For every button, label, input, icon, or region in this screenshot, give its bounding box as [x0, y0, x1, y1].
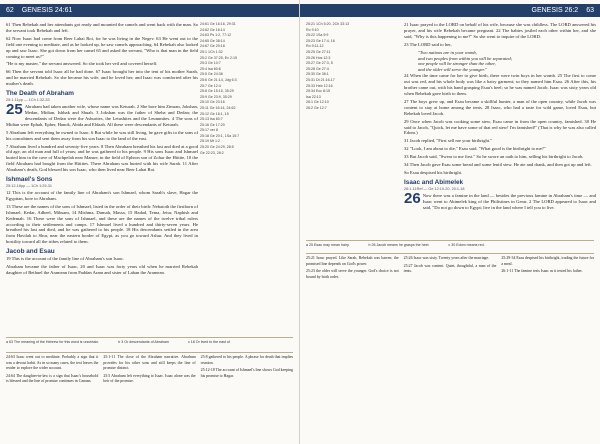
section-heading: The Death of Abraham: [6, 90, 74, 98]
footnote: a 63 The meaning of the Hebrew for this word is uncertain.: [6, 340, 100, 344]
cross-reference: 25:11 Ge 16:14, 24:62: [200, 105, 236, 110]
cross-reference: 25:26 Hos 12:3: [306, 55, 331, 60]
footnote: c 30 Edom means red.: [448, 243, 485, 247]
page-header: [300, 4, 600, 17]
cross-reference: 25:19 Mt 1:2: [200, 139, 220, 144]
verse-paragraph: 19 This is the account of the family line of Abraham's son Isaac.: [6, 256, 124, 262]
poetry-line: "Two nations are in your womb,: [418, 49, 477, 55]
cross-reference: 25:7 Ge 12:4: [200, 83, 221, 88]
cross-reference: Ge 22:23, 28:2: [200, 150, 224, 155]
notes-column: [103, 355, 195, 387]
study-note: 25:29-34 Esau despised his birthright, trading the future for a meal.: [501, 256, 595, 266]
cross-reference: 25:25 Ge 27:11: [306, 49, 331, 54]
cross-reference: 25:2 Ge 37:25, Ex 2:15: [200, 55, 237, 60]
parallel-reference: 26:1-11Ref — Ge 12:10-20, 20:1-18: [404, 186, 465, 191]
cross-reference: Ro 9:10: [306, 27, 319, 32]
cross-reference: 24:62 Ge 16:14: [200, 27, 225, 32]
study-note: 24:63 Isaac went out to meditate. Probably a sign that it was a devout habit. As in so many cases, the text leaves the reader to explore the wider account.: [6, 355, 99, 370]
study-note: 25:23 the older will serve the younger. God's choice is not bound by birth order.: [306, 269, 399, 279]
cross-reference: 25:8 Ge 15:15, 35:29: [200, 89, 234, 94]
study-notes: [6, 355, 293, 387]
cross-reference: 25:13 Isa 60:7: [200, 117, 223, 122]
cross-reference: 25:21 1Ch 5:20, 2Ch 33:13: [306, 22, 350, 26]
page-number: 63: [586, 7, 594, 14]
cross-reference: 25:9 Ge 23:9, 35:29: [200, 94, 232, 99]
study-note: 25:26 Isaac was sixty. Twenty years after the marriage.: [403, 256, 490, 260]
verse-paragraph: 13 These are the names of the sons of Ishmael, listed in the order of their birth: Nebaioth the firstborn of Ishmael, Kedar, Adbeel, Mibsam, 14 Mishma, Dumah, Massa, 15 Hadad, Tema, Jetur, Naphish and Kedemah. 16 These were the sons of Ishmael, and these are the names of the twelve tribal rulers according to their settlements and camps. 17 Ishmael lived a hundred and thirty-seven years. He breathed his last and died, and he was gathered to his people. 18 His descendants settled in the area from Havilah to Shur, near the eastern border of Egypt, as you go toward Ashur. And they lived in hostility toward all the tribes related to them.: [6, 203, 198, 245]
verse-paragraph: 25 Abraham had taken another wife, whose name was Keturah. 2 She bore him Zimran, Jokshan, Medan, Midian, Ishbak and Shuah. 3 Jokshan was the father of Sheba and Dedan; the descendants of Dedan were the Ashurites, the Letushites and the Leummites. 4 The sons of Midian were Ephah, Epher, Hanok, Abida and Eldaah. All these were descendants of Keturah.: [6, 101, 198, 127]
parallel-reference: 25:1-11pp — 1Ch 1:32-33: [6, 98, 50, 103]
cross-reference: 25:23 Ge 17:4, 16: [306, 38, 335, 43]
footnotes: [306, 243, 594, 248]
cross-reference: 25:1 1Ch 1:32: [200, 49, 223, 54]
study-note: 25:27 Jacob was content. Quiet, thoughtful, a man of the tents.: [403, 263, 497, 273]
verse-paragraph: 66 Then the servant told Isaac all he had done. 67 Isaac brought her into the tent of his mother Sarah, and he married Rebekah. So she became his wife, and he loved her; and Isaac was comforted after his mother's death.: [6, 69, 198, 87]
parallel-reference: 25:12-16pp — 1Ch 1:29-31: [6, 184, 53, 189]
section-heading: Ishmael's Sons: [6, 176, 53, 184]
verse-paragraph: 12 This is the account of the family line of Abraham's son Ishmael, whom Sarah's slave, Hagar the Egyptian, bore to Abraham.: [6, 190, 198, 201]
footnote-divider: [6, 337, 293, 338]
cross-reference: 26:2 Ge 12:7: [306, 105, 327, 110]
section-heading: Isaac and Abimelek: [404, 178, 464, 186]
cross-reference: 25:12 Ge 16:1, 15: [200, 111, 229, 116]
footnotes: [6, 340, 293, 345]
running-head: GENESIS 26:2: [531, 7, 579, 14]
footnote: a 25 Esau may mean hairy.: [306, 243, 350, 247]
verse-paragraph: 29 Once when Jacob was cooking some stew, Esau came in from the open country, famished. 30 He said to Jacob, "Quick, let me have some of that red stew! I'm famished!" (That is why he was also called Edom.): [404, 118, 596, 136]
cross-reference-column: [306, 22, 400, 112]
cross-reference: 24:63 Ps 1:2, 77:12: [200, 33, 232, 38]
verse-paragraph: Abraham became the father of Isaac, 20 and Isaac was forty years old when he married Rebekah daughter of Bethuel the Aramean from Paddan Aram and sister of Laban the Aramean.: [6, 264, 198, 275]
notes-column: [306, 256, 399, 282]
cross-reference: 25:17 ver 8: [200, 128, 218, 133]
cross-reference: 25:3 Ge 10:7: [200, 61, 221, 66]
verse-paragraph: 31 Jacob replied, "First sell me your birthright.": [404, 138, 493, 144]
verse-paragraph: "He is my master," the servant answered. So she took her veil and covered herself.: [6, 61, 158, 67]
footnote: b 3 Or descendants of Abraham: [118, 340, 169, 344]
notes-divider: [306, 253, 594, 254]
cross-reference: 25:20 Ge 24:29, 28:5: [200, 145, 234, 150]
scripture-text: [404, 22, 596, 213]
study-note: 26:1-11 The famine tests Isaac as it tested his father.: [501, 269, 583, 273]
verse-paragraph: 24 When the time came for her to give birth, there were twin boys in her womb. 25 The first to come out was red, and his whole body was like a hairy garment; so they named him Esau. 26 After this, his brother came out, with his hand grasping Esau's heel; so he was named Jacob. Isaac was sixty years old when Rebekah gave birth to them.: [404, 73, 596, 96]
cross-reference: 25:30 Ge 36:1: [306, 72, 329, 77]
verse-paragraph: 21 Isaac prayed to the LORD on behalf of his wife, because she was childless. The LORD answered his prayer, and his wife Rebekah became pregnant. 22 The babies jostled each other within her, and she said, "Why is this happening to me?" So she went to inquire of the LORD.: [404, 22, 596, 39]
cross-reference: 24:65 Ge 38:14: [200, 38, 225, 43]
verse-paragraph: So Esau despised his birthright.: [404, 169, 463, 175]
footnote: b 26 Jacob means he grasps the heel.: [368, 243, 430, 247]
page-number: 62: [6, 7, 14, 14]
verse-paragraph: 23 The LORD said to her,: [404, 41, 452, 47]
cross-reference: 25:6 Ge 21:14, Jdg 6:3: [200, 77, 237, 82]
page-header: [0, 4, 299, 17]
footnote-divider: [306, 240, 594, 241]
verse-paragraph: 32 "Look, I am about to die," Esau said. "What good is the birthright to me?": [404, 146, 546, 152]
verse-paragraph: 33 But Jacob said, "Swear to me first." So he swore an oath to him, selling his birthright to Jacob.: [404, 154, 584, 160]
cross-reference: 25:33 Heb 12:16: [306, 83, 333, 88]
cross-reference-column: [200, 22, 294, 156]
cross-reference: 25:27 Ge 27:3, 5: [306, 61, 333, 66]
right-page: [300, 0, 600, 444]
running-head: GENESIS 24:61: [21, 7, 73, 14]
notes-column: [6, 355, 98, 387]
verse-paragraph: 27 The boys grew up, and Esau became a skillful hunter, a man of the open country, while Jacob was content to stay at home among the tents. 28 Isaac, who had a taste for wild game, loved Esau, but Rebekah loved Jacob.: [404, 98, 596, 116]
cross-reference: 25:34 Ecc 8:15: [306, 89, 330, 94]
cross-reference: 25:5 Ge 24:36: [200, 72, 223, 77]
cross-reference: 25:28 Ge 27:4: [306, 66, 329, 71]
scripture-text: [6, 22, 198, 278]
verse-paragraph: 62 Now Isaac had come from Beer Lahai Roi, for he was living in the Negev. 63 He went out to the field one evening to meditate, and as he looked up, he saw camels approaching. 64 Rebekah also looked up and saw Isaac. She got down from her camel 65 and asked the servant, "Who is that man in the field coming to meet us?": [6, 35, 198, 59]
footnote: c 18 Or lived to the east of: [187, 340, 230, 344]
study-note: 25:5 Abraham left everything to Isaac. Isaac alone was the heir of the promise.: [103, 373, 196, 383]
cross-reference: 25:4 Isa 60:6: [200, 66, 221, 71]
study-note: 25:1-11 The close of the Abraham narrative. Abraham provides for his other sons and still keeps the line of promise distinct.: [103, 355, 196, 370]
chapter-number: 25: [6, 101, 23, 119]
poetry-line: and the older will serve the younger.": [418, 67, 487, 73]
verse-paragraph: 26 Now there was a famine in the land — besides the previous famine in Abraham's time — and Isaac went to Abimelek king of the Philistines in Gerar. 2 The LORD appeared to Isaac and said, "Do not go down to Egypt; live in the land where I tell you to live.: [404, 189, 596, 210]
cross-reference: 25:16 Ge 17:20: [200, 122, 225, 127]
verse-paragraph: 34 Then Jacob gave Esau some bread and some lentil stew. He ate and drank, and then got up and left.: [404, 162, 592, 168]
study-note: 25:21 Isaac prayed. Like Sarah, Rebekah was barren; the promised line depends on God's power.: [306, 256, 399, 266]
cross-reference: 25:18 Ge 20:1, 1Sa 15:7: [200, 133, 240, 138]
notes-column: [404, 256, 497, 282]
verse-paragraph: 5 Abraham left everything he owned to Isaac. 6 But while he was still living, he gave gifts to the sons of his concubines and sent them away from his son Isaac to the land of the east.: [6, 129, 198, 141]
cross-reference: 25:31 Dt 21:16-17: [306, 77, 335, 82]
study-notes: [306, 256, 594, 282]
cross-reference: 24:61 Ge 16:16, 29:31: [200, 22, 236, 26]
verse-paragraph: 61 Then Rebekah and her attendants got ready and mounted the camels and went back with the man. So the servant took Rebekah and left.: [6, 22, 198, 33]
cross-reference: 26:1 Ge 12:10: [306, 100, 329, 105]
cross-reference: 25:22 1Sa 9:9: [306, 33, 329, 38]
section-heading: Jacob and Esau: [6, 248, 55, 256]
chapter-number: 26: [404, 189, 421, 207]
study-note: 25:12-18 The account of Ishmael's line shows God keeping his promise to Hagar.: [200, 368, 293, 378]
poetry-block: [404, 50, 596, 74]
poetry-line: one people will be stronger than the other,: [418, 61, 496, 67]
study-note: 24:64 The daughter-in-law is a sign that Isaac's household is blessed and the line of promise continues in Canaan.: [6, 373, 99, 383]
cross-reference: Isa 22:13: [306, 94, 321, 99]
cross-reference: 25:10 Ge 23:16: [200, 100, 225, 105]
notes-divider: [6, 352, 293, 353]
poetry-line: and two peoples from within you will be separated;: [418, 55, 513, 61]
notes-column: [501, 256, 594, 282]
study-note: 25:8 gathered to his people. A phrase for death that implies reunion.: [200, 355, 293, 365]
cross-reference: Ro 9:11-12: [306, 44, 324, 49]
notes-column: [201, 355, 293, 387]
verse-paragraph: 7 Abraham lived a hundred and seventy-five years. 8 Then Abraham breathed his last and died at a good old age, an old man and full of years; and he was gathered to his people. 9 His sons Isaac and Ishmael buried him in the cave of Machpelah near Mamre, in the field of Ephron son of Zohar the Hittite, 10 the field Abraham had bought from the Hittites. There Abraham was buried with his wife Sarah. 11 After Abraham's death, God blessed his son Isaac, who then lived near Beer Lahai Roi.: [6, 143, 198, 173]
cross-reference: 24:67 Ge 29:18: [200, 44, 225, 49]
